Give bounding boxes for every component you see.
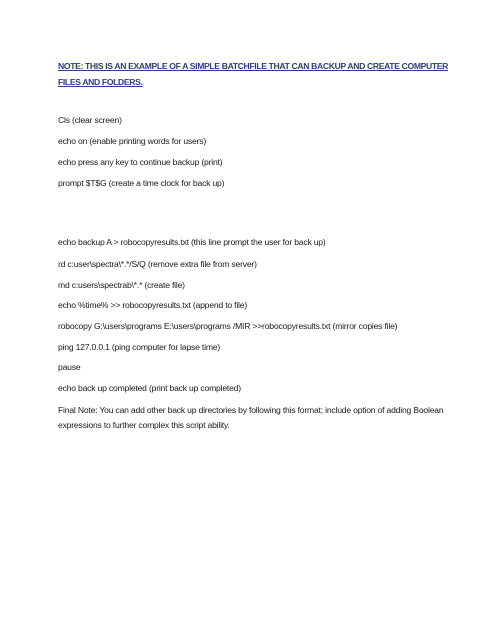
command-line-echo-completed: echo back up completed (print back up completed) xyxy=(58,383,241,393)
command-line-rd: rd c:user\spectra\*.*/S/Q (remove extra file from server) xyxy=(58,259,257,269)
command-line-ping: ping 127.0.0.1 (ping computer for lapse time) xyxy=(58,342,221,352)
command-line-prompt: prompt $T$G (create a time clock for back up) xyxy=(58,178,225,188)
command-line-cls: Cls (clear screen) xyxy=(58,115,122,125)
command-line-echo-on: echo on (enable printing words for users) xyxy=(58,136,207,146)
command-line-echo-press-key: echo press any key to continue backup (print) xyxy=(58,157,223,167)
command-line-robocopy: robocopy G:\users\programs E:\users\programs /MIR >>robocopyresults.txt (mirror copies file) xyxy=(58,321,398,331)
command-line-pause: pause xyxy=(58,362,81,372)
document-title: NOTE: THIS IS AN EXAMPLE OF A SIMPLE BATCHFILE THAT CAN BACKUP AND CREATE COMPUTER FILES AND FOLDERS. xyxy=(58,61,449,87)
command-line-echo-backup: echo backup A > robocopyresults.txt (this line prompt the user for back up) xyxy=(58,237,326,247)
final-note: Final Note: You can add other back up directories by following this format; include option of adding Boolean expressions to further complex this script ability. xyxy=(58,405,444,430)
command-line-md: md c:users\spectrab\*.* (create file) xyxy=(58,280,185,290)
command-line-echo-time: echo %time% >> robocopyresults.txt (append to file) xyxy=(58,300,247,310)
